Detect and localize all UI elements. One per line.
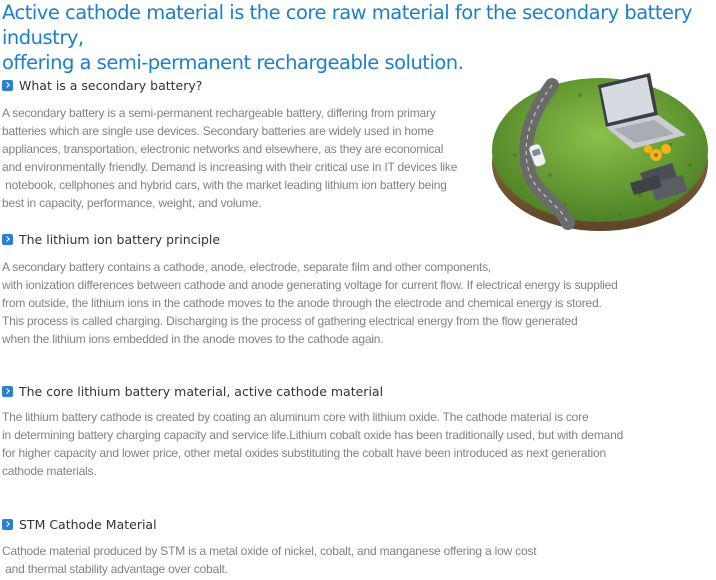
section-title-active-cathode: The core lithium battery material, active cathode material [2,384,383,399]
section-title-stm-cathode: STM Cathode Material [2,517,157,532]
section-text-lithium-ion-principle: A secondary battery contains a cathode, anode, electrode, separate film and other components, with ionization differences between cathode and anode generating voltage for current flow. If electrical energy is supplied from outside, the lithium ions in the cathode moves to the anode through the electrode and chemical energy is stored. This process is called charging. Discharging is the process of gathering electrical energy from the flow generated when the lithium ions embedded in the anode moves to the cathode again. [2,260,618,346]
section-title-secondary-battery: What is a secondary battery? [2,78,202,93]
section-text-active-cathode: The lithium battery cathode is created by coating an aluminum core with lithium oxide. The cathode material is core in determining battery charging capacity and service life.Lithium cobalt oxide has been traditionally used, but with demand for higher capacity and lower price, other metal oxides substituting the cobalt have been introduced as next generation cathode materials. [2,410,624,478]
battery-island-illustration [490,55,712,235]
section-title-lithium-ion-principle: The lithium ion battery principle [2,232,220,247]
section-text-secondary-battery: A secondary battery is a semi-permanent rechargeable battery, differing from primary batteries which are single use devices. Secondary batteries are widely used in home appliances, transportation, electronic networks and elsewhere, as they are economical and environmentally friendly. Demand is increasing with their critical use in IT devices like notebook, cellphones and hybrid cars, with the market leading lithium ion battery being best in capacity, performance, weight, and volume. [2,106,458,210]
chevron-right-icon [2,386,13,397]
section-text-stm-cathode: Cathode material produced by STM is a metal oxide of nickel, cobalt, and manganese offering a low cost and thermal stability advantage over cobalt. [2,544,537,576]
headline-line-2: offering a semi-permanent rechargeable solution. [2,51,464,74]
headline-line-1: Active cathode material is the core raw material for the secondary battery industry, [2,1,693,49]
chevron-right-icon [2,234,13,245]
chevron-right-icon [2,80,13,91]
chevron-right-icon [2,519,13,530]
